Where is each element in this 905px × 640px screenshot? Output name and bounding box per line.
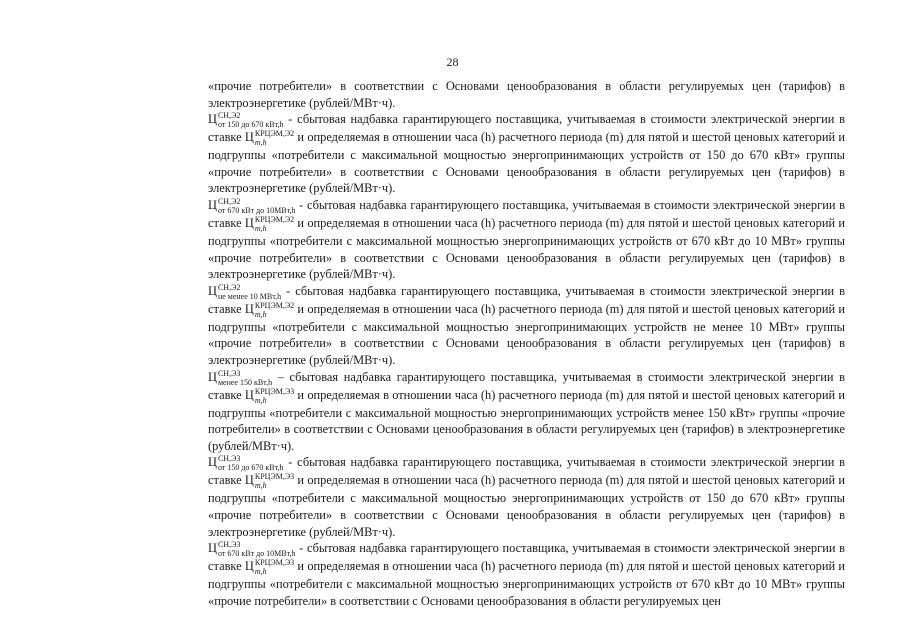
- formula-indices: [218, 283, 281, 301]
- document-body: [208, 78, 845, 638]
- reference-superscript: КРЦЭМ,Э3: [254, 472, 295, 482]
- definition-tail: и определяемая в отношении часа (h) расчетного периода (m) для пятой и шестой ценовых категорий и подгруппы «потребители с максимальной мощностью энергопринимающих устройств от 150 до 670 кВт» группы «прочие потребители» в соответствии с Основами ценообразования в области регулируемых цен (тарифов) в электроэнергетике (рублей/МВт·ч).: [208, 473, 845, 539]
- formula-indices: [218, 454, 284, 472]
- reference-subscript: m,h: [254, 481, 267, 491]
- definition-lead: - сбытовая надбавка гарантирующего поставщика, учитываемая в стоимости электрической энергии в ставке: [208, 541, 845, 574]
- definition-paragraph: [208, 369, 845, 455]
- page-number: 28: [446, 55, 459, 69]
- formula-superscript: СН,Э3: [217, 368, 241, 378]
- formula-superscript: СН,Э2: [217, 196, 241, 206]
- formula-subscript: от 670 кВт до 10МВт,h: [217, 549, 296, 559]
- reference-subscript: m,h: [254, 309, 267, 319]
- formula-indices: [218, 111, 284, 129]
- definition-tail: и определяемая в отношении часа (h) расчетного периода (m) для пятой и шестой ценовых категорий и подгруппы «потребители с максимальной мощностью энергопринимающих устройств не менее 10 МВт» группы «прочие потребители» в соответствии с Основами ценообразования в области регулируемых цен (тарифов) в электроэнергетике (рублей/МВт·ч).: [208, 301, 845, 367]
- reference-indices: [255, 301, 294, 319]
- formula-subscript: от 150 до 670 кВт,h: [217, 463, 284, 473]
- definition-lead: - сбытовая надбавка гарантирующего поставщика, учитываемая в стоимости электрической энергии в ставке: [208, 112, 845, 145]
- reference-indices: [255, 387, 294, 405]
- reference-superscript: КРЦЭМ,Э3: [254, 386, 295, 396]
- intro-paragraph: «прочие потребители» в соответствии с Основами ценообразования в области регулируемых цен (тарифов) в электроэнергетике (рублей/МВт·ч).: [208, 79, 845, 110]
- definition-paragraph: [208, 540, 845, 609]
- definition-paragraph: [208, 283, 845, 369]
- formula-symbol: Ц: [208, 455, 217, 470]
- definition-paragraph: [208, 197, 845, 283]
- formula-subscript: от 150 до 670 кВт,h: [217, 120, 284, 130]
- definition-tail: и определяемая в отношении часа (h) расчетного периода (m) для пятой и шестой ценовых категорий и подгруппы «потребители с максимальной мощностью энергопринимающих устройств от 670 кВт до 10 МВт» группы «прочие потребители» в соответствии с Основами ценообразования в области регулируемых цен (тарифов) в электроэнергетике (рублей/МВт·ч).: [208, 215, 845, 282]
- definition-list: [208, 111, 845, 609]
- definition-tail: и определяемая в отношении часа (h) расчетного периода (m) для пятой и шестой ценовых категорий и подгруппы «потребители с максимальной мощностью энергопринимающих устройств от 150 до 670 кВт» группы «прочие потребители» в соответствии с Основами ценообразования в области регулируемых цен (тарифов) в электроэнергетике (рублей/МВт·ч).: [208, 130, 845, 196]
- formula-indices: [218, 369, 272, 387]
- formula-superscript: СН,Э2: [217, 111, 241, 121]
- formula-indices: [218, 540, 296, 558]
- reference-subscript: m,h: [254, 567, 267, 577]
- formula-symbol: Ц: [208, 541, 217, 556]
- formula-symbol: Ц: [208, 369, 217, 384]
- formula-subscript: от 670 кВт до 10МВт,h: [217, 205, 296, 215]
- formula-symbol: Ц: [208, 197, 217, 212]
- formula-symbol: Ц: [208, 112, 217, 127]
- formula-subscript: не менее 10 МВт,h: [217, 291, 282, 301]
- definition-lead: - сбытовая надбавка гарантирующего поставщика, учитываемая в стоимости электрической энергии в ставке: [208, 283, 845, 316]
- definition-paragraph: [208, 111, 845, 197]
- reference-indices: [255, 215, 294, 233]
- reference-symbol: Ц: [244, 301, 254, 316]
- reference-superscript: КРЦЭМ,Э2: [254, 214, 295, 224]
- reference-subscript: m,h: [254, 395, 267, 405]
- reference-superscript: КРЦЭМ,Э2: [254, 300, 295, 310]
- reference-symbol: Ц: [244, 215, 254, 230]
- reference-superscript: КРЦЭМ,Э3: [254, 558, 295, 568]
- definition-tail: и определяемая в отношении часа (h) расчетного периода (m) для пятой и шестой ценовых категорий и подгруппы «потребители с максимальной мощностью энергопринимающих устройств от 670 кВт до 10 МВт» группы «прочие потребители» в соответствии с Основами ценообразования в области регулируемых цен: [208, 559, 845, 608]
- definition-tail: и определяемая в отношении часа (h) расчетного периода (m) для пятой и шестой ценовых категорий и подгруппы «потребители с максимальной мощностью энергопринимающих устройств менее 150 кВт» группы «прочие потребители» в соответствии с Основами ценообразования в области регулируемых цен (тарифов) в электроэнергетике (рублей/МВт·ч).: [208, 387, 845, 453]
- reference-subscript: m,h: [254, 223, 267, 233]
- reference-symbol: Ц: [244, 387, 254, 402]
- reference-indices: [255, 472, 294, 490]
- reference-subscript: m,h: [254, 138, 267, 148]
- definition-lead: - сбытовая надбавка гарантирующего поставщика, учитываемая в стоимости электрической энергии в ставке: [208, 197, 845, 230]
- definition-lead: – сбытовая надбавка гарантирующего поставщика, учитываемая в стоимости электрической энергии в ставке: [208, 369, 845, 402]
- definition-lead: - сбытовая надбавка гарантирующего поставщика, учитываемая в стоимости электрической энергии в ставке: [208, 455, 845, 488]
- reference-symbol: Ц: [244, 559, 254, 574]
- formula-symbol: Ц: [208, 283, 217, 298]
- formula-superscript: СН,Э2: [217, 282, 241, 292]
- reference-superscript: КРЦЭМ,Э2: [254, 129, 295, 139]
- reference-indices: [255, 558, 294, 576]
- formula-subscript: менее 150 кВт,h: [217, 377, 273, 387]
- reference-indices: [255, 129, 294, 147]
- formula-indices: [218, 197, 296, 215]
- formula-superscript: СН,Э3: [217, 540, 241, 550]
- formula-superscript: СН,Э3: [217, 454, 241, 464]
- reference-symbol: Ц: [244, 130, 254, 145]
- definition-paragraph: [208, 454, 845, 540]
- reference-symbol: Ц: [244, 473, 254, 488]
